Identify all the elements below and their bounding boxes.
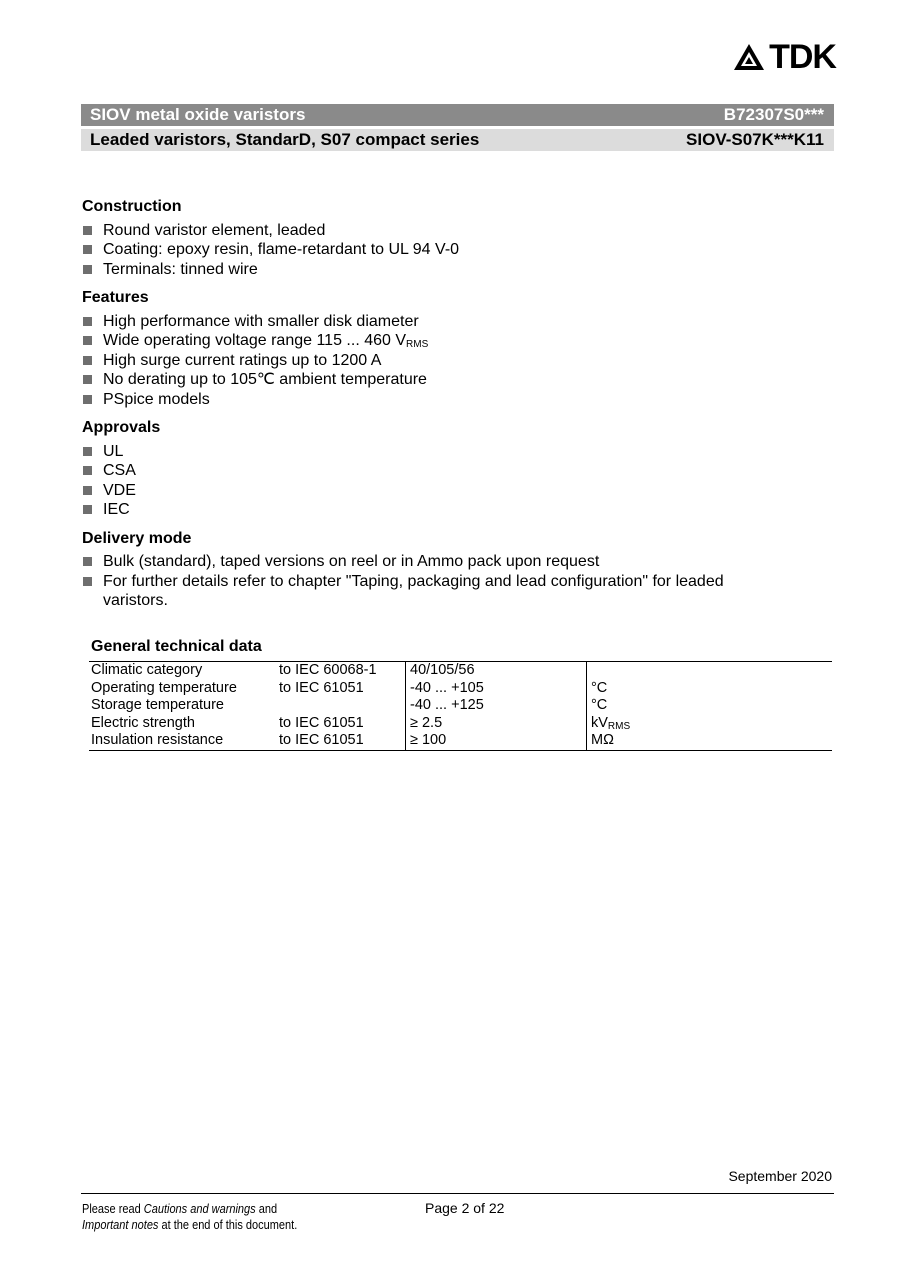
- list-item: Round varistor element, leaded: [82, 221, 842, 241]
- value-cell: -40 ... +125: [406, 697, 587, 715]
- bullet-square-icon: [83, 466, 92, 475]
- ordering-code: B72307S0***: [723, 105, 824, 124]
- bullet-list: [82, 312, 842, 410]
- standard-cell: to IEC 61051: [279, 732, 364, 748]
- type-designation: SIOV-S07K***K11: [686, 130, 824, 149]
- construction-section: [82, 197, 842, 279]
- unit-cell: °C: [587, 697, 833, 715]
- list-item: For further details refer to chapter "Taping, packaging and lead configuration" for leaded varistors.: [82, 572, 772, 611]
- param-cell: Insulation resistance: [91, 732, 224, 748]
- table-row: [89, 715, 832, 733]
- list-item: PSpice models: [82, 390, 842, 410]
- bullet-square-icon: [83, 317, 92, 326]
- important-notes-link: Important notes: [82, 1218, 159, 1232]
- page-number: Page 2 of 22: [425, 1200, 505, 1216]
- logo-text: TDK: [769, 38, 836, 76]
- approvals-section: [82, 418, 842, 520]
- list-item: No derating up to 105℃ ambient temperature: [82, 370, 842, 390]
- header-bar-primary: [81, 104, 834, 126]
- main-content: [82, 197, 842, 620]
- list-item: Bulk (standard), taped versions on reel or in Ammo pack upon request: [82, 552, 772, 572]
- param-cell: Electric strength: [91, 714, 195, 731]
- list-item: Terminals: tinned wire: [82, 260, 842, 280]
- bullet-list: [82, 552, 772, 611]
- bullet-list: [82, 442, 842, 520]
- header-bar-secondary: [81, 129, 834, 151]
- bullet-square-icon: [83, 486, 92, 495]
- unit-cell: [587, 662, 833, 680]
- bullet-list: [82, 221, 842, 280]
- bullet-square-icon: [83, 395, 92, 404]
- unit-cell: $kV_{RMS}$: [587, 715, 833, 733]
- tdk-logo: [733, 40, 836, 74]
- param-cell: Operating temperature: [91, 679, 237, 696]
- bullet-square-icon: [83, 226, 92, 235]
- list-item: Wide operating voltage range 115 ... 460 $V_{RMS}$: [82, 331, 842, 351]
- bullet-square-icon: [83, 265, 92, 274]
- tdk-emblem-icon: [733, 43, 765, 71]
- general-technical-data-table: [89, 661, 832, 751]
- value-cell: -40 ... +105: [406, 680, 587, 698]
- unit-cell: MΩ: [587, 732, 833, 750]
- bullet-square-icon: [83, 356, 92, 365]
- general-technical-data-heading: General technical data: [91, 638, 262, 655]
- list-item: IEC: [82, 500, 842, 520]
- bullet-square-icon: [83, 447, 92, 456]
- param-cell: Climatic category: [91, 662, 203, 678]
- param-cell: Storage temperature: [91, 697, 224, 713]
- bullet-square-icon: [83, 557, 92, 566]
- list-item: UL: [82, 442, 842, 462]
- series-title: Leaded varistors, StandarD, S07 compact series: [90, 130, 480, 149]
- features-section: [82, 288, 842, 409]
- standard-cell: to IEC 61051: [279, 714, 364, 731]
- bullet-square-icon: [83, 375, 92, 384]
- list-item: VDE: [82, 481, 842, 501]
- standard-cell: to IEC 60068-1: [279, 662, 377, 678]
- bullet-square-icon: [83, 505, 92, 514]
- document-date: September 2020: [728, 1168, 832, 1184]
- product-family-title: SIOV metal oxide varistors: [90, 105, 306, 124]
- standard-cell: [277, 697, 406, 715]
- list-item: CSA: [82, 461, 842, 481]
- cautions-link: Cautions and warnings: [143, 1202, 256, 1216]
- value-cell: ≥ 100: [406, 732, 587, 750]
- bullet-square-icon: [83, 245, 92, 254]
- standard-cell: to IEC 61051: [279, 679, 364, 696]
- bullet-square-icon: [83, 577, 92, 586]
- table-row: [89, 732, 832, 750]
- section-heading: Features: [82, 289, 149, 306]
- list-item: High surge current ratings up to 1200 A: [82, 351, 842, 371]
- list-item: Coating: epoxy resin, flame-retardant to UL 94 V-0: [82, 240, 842, 260]
- footer-note: Please read Cautions and warnings and Important notes at the end of this document.: [82, 1202, 298, 1232]
- table-row: [89, 697, 832, 715]
- footer-divider: [81, 1193, 834, 1194]
- section-heading: Construction: [82, 198, 182, 215]
- table-row: [89, 680, 832, 698]
- unit-cell: °C: [587, 680, 833, 698]
- section-heading: Approvals: [82, 419, 161, 436]
- table-row: [89, 662, 832, 680]
- bullet-square-icon: [83, 336, 92, 345]
- value-cell: ≥ 2.5: [406, 715, 587, 733]
- list-item: High performance with smaller disk diameter: [82, 312, 842, 332]
- delivery-section: [82, 529, 842, 611]
- section-heading: Delivery mode: [82, 529, 192, 547]
- value-cell: 40/105/56: [406, 662, 587, 680]
